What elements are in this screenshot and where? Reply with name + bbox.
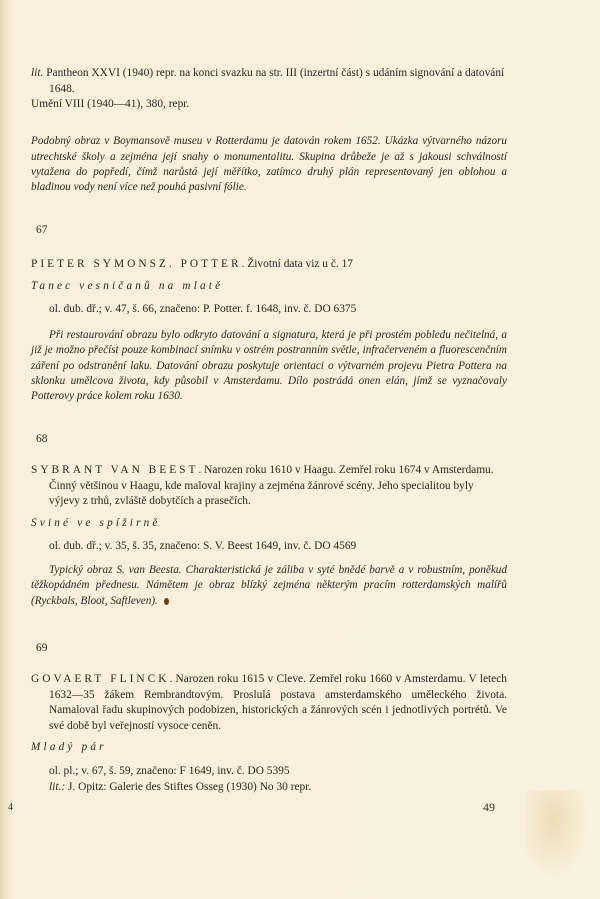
artwork-title: Mladý pár <box>31 741 107 754</box>
commentary: Podobný obraz v Boymansově museu v Rotterdamu je datován rokem 1652. Ukázka výtvarného názoru utrechtské školy a zejména její snahy o monumentalitu. Skupina drůbeže je až s jakousi schválností vytažena do popředí, čímž narůstá její měřítko, zatímco druhý plán representovaný jen oblohou a bladinou vody není více než pouhá pasivní fólie. <box>31 135 507 194</box>
top-note <box>31 123 507 207</box>
commentary: Typický obraz S. van Beesta. Charakteristická je záliba v syté bnědé barvě a v robustním, poněkud těžkopádném přednesu. Námětem je obraz blízký zejména některým pracím rotterdamských malířů (Ryckbals, Bloot, Saftleven). <box>31 563 507 607</box>
artist-name: SYBRANT VAN BEEST <box>31 464 199 476</box>
literature-line <box>31 66 507 97</box>
entry-67-body <box>31 257 507 416</box>
artwork-details: ol. dub. dř.; v. 35, š. 35, značeno: S. V. Beest 1649, inv. č. DO 4569 <box>49 540 357 553</box>
artwork-details: ol. dub. dř.; v. 47, š. 66, značeno: P. Potter. f. 1648, inv. č. DO 6375 <box>49 303 357 316</box>
lit-label: lit.: <box>49 780 66 793</box>
artist-bio: . Narozen roku 1615 v Cleve. Zemřel roku 1660 v Amsterdamu. V letech 1632—35 žákem Rembrandtovým. Proslulá postava amsterdamského uměleckého života. Namaloval řadu skupinových podobizen, historických a žánrových scén i jednotlivých portrétů. Ve své době byl veřejností vysoce ceněn. <box>49 673 507 732</box>
lit-text: J. Opitz: Galerie des Stiftes Osseg (1930) No 30 repr. <box>65 780 312 793</box>
ink-spot-mark <box>164 598 169 605</box>
top-literature <box>31 66 507 113</box>
artwork-title: Sviné ve spížirně <box>31 516 161 529</box>
catalog-number: 68 <box>36 433 48 445</box>
artist-bio: . Narozen roku 1610 v Haagu. Zemřel roku 1674 v Amsterdamu. Činný většinou v Haagu, kde maloval krajiny a zejména žánrové scény. Jeho specialitou byly výjevy z trhů, zvláště dobytčích a prasečích. <box>49 464 494 508</box>
lit-text: Pantheon XXVI (1940) repr. na konci svazku na str. III (inzertní část) s udáním signování a datování 1648. <box>43 67 505 95</box>
artist-name: PIETER SYMONSZ. POTTER <box>31 258 242 270</box>
literature-line <box>31 780 507 796</box>
artist-bio: . Životní data viz u č. 17 <box>241 258 353 270</box>
artist-name: GOVAERT FLINCK <box>31 673 170 685</box>
entry-69-body <box>31 672 507 795</box>
artwork-details: ol. pl.; v. 67, š. 59, značeno: F 1649, inv. č. DO 5395 <box>49 764 290 777</box>
lit-label: lit. <box>31 67 44 79</box>
entry-68 <box>31 433 507 445</box>
entry-68-body <box>31 463 507 620</box>
literature-line-2: Umění VIII (1940—41), 380, repr. <box>31 98 190 111</box>
catalog-number: 67 <box>36 224 48 236</box>
entry-67 <box>31 224 507 236</box>
paper-stain <box>525 790 595 890</box>
commentary: Při restaurování obrazu bylo odkryto datování a signatura, která je při prostém pobledu nečitelná, a již je možno přečíst pouze kombinací snímku v ostrém postranním světle, infračerveném a fluorescenčním záření po odstranění laku. Datování obrazu poskytuje orientaci o výtvarném projevu Pietra Pottera na sklonku umělcova života, kdy působil v Amsterdamu. Dílo postrádá onen elán, jímž se vyznačovaly Potterovy práce kolem roku 1630. <box>31 328 507 403</box>
page-number: 49 <box>483 800 495 814</box>
catalog-number: 69 <box>36 642 48 654</box>
signature-mark: 4 <box>8 802 13 813</box>
entry-69 <box>31 642 507 654</box>
artwork-title: Tanec vesničanů na mlatě <box>31 279 224 292</box>
